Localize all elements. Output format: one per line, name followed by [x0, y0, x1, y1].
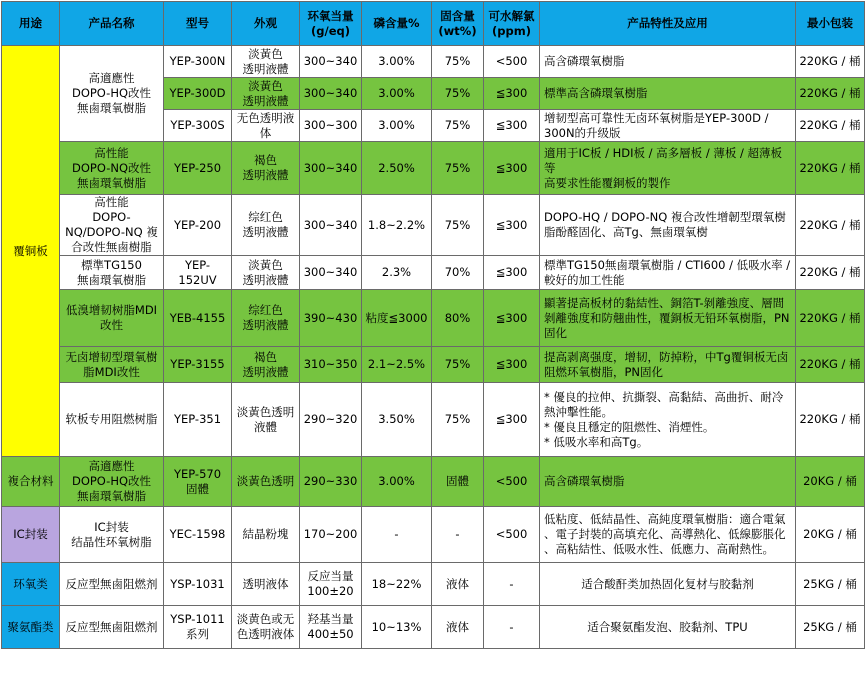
table-row — [2, 606, 865, 649]
product-name-cell: 高適應性 DOPO-HQ改性 無鹵環氧樹脂 — [60, 457, 164, 507]
hydrolyzable-chlorine-cell: ≦300 — [484, 383, 540, 457]
header-row — [2, 2, 865, 46]
model-cell: YEP-152UV — [164, 256, 232, 290]
appearance-cell: 淡黃色透明 液體 — [232, 383, 300, 457]
solid-content-cell: 液体 — [432, 563, 484, 606]
table-row — [2, 347, 865, 383]
package-cell: 25KG / 桶 — [796, 606, 865, 649]
package-cell: 220KG / 桶 — [796, 290, 865, 347]
model-cell: YEP-300D — [164, 78, 232, 110]
package-cell: 25KG / 桶 — [796, 563, 865, 606]
appearance-cell: 淡黃色透明 — [232, 457, 300, 507]
model-cell: YEB-4155 — [164, 290, 232, 347]
package-cell: 220KG / 桶 — [796, 142, 865, 195]
appearance-cell: 淡黃色 透明液體 — [232, 78, 300, 110]
eew-cell: 300~340 — [300, 142, 362, 195]
appearance-cell: 综红色 透明液體 — [232, 195, 300, 256]
model-cell: YSP-1031 — [164, 563, 232, 606]
eew-cell: 反应当量 100±20 — [300, 563, 362, 606]
header-cell: 外观 — [232, 2, 300, 46]
model-cell: YEP-300S — [164, 110, 232, 142]
header-cell: 可水解氯 (ppm) — [484, 2, 540, 46]
product-name-cell: 反应型無鹵阻燃剂 — [60, 606, 164, 649]
group-cell: 複合材料 — [2, 457, 60, 507]
header-cell: 产品名称 — [60, 2, 164, 46]
feature-cell: 適用于IC板 / HDI板 / 高多層板 / 薄板 / 超薄板等 高要求性能覆銅板的製作 — [540, 142, 796, 195]
phosphorus-cell: - — [362, 507, 432, 563]
table-row — [2, 457, 865, 507]
feature-cell: 高含磷環氧樹脂 — [540, 46, 796, 78]
model-cell: YEP-570 固體 — [164, 457, 232, 507]
solid-content-cell: 75% — [432, 195, 484, 256]
header-cell: 环氧当量 (g/eq) — [300, 2, 362, 46]
eew-cell: 300~340 — [300, 46, 362, 78]
solid-content-cell: 75% — [432, 110, 484, 142]
hydrolyzable-chlorine-cell: <500 — [484, 46, 540, 78]
eew-cell: 170~200 — [300, 507, 362, 563]
phosphorus-cell: 粘度≦3000 — [362, 290, 432, 347]
product-table — [1, 1, 865, 649]
phosphorus-cell: 3.00% — [362, 46, 432, 78]
product-name-cell: 高適應性 DOPO-HQ改性 無鹵環氧樹脂 — [60, 46, 164, 142]
product-name-cell: 反应型無鹵阻燃剂 — [60, 563, 164, 606]
table-row — [2, 507, 865, 563]
eew-cell: 300~300 — [300, 110, 362, 142]
table-row — [2, 195, 865, 256]
header-cell: 磷含量% — [362, 2, 432, 46]
product-name-cell: 高性能 DOPO-NQ改性 無鹵環氧樹脂 — [60, 142, 164, 195]
phosphorus-cell: 3.00% — [362, 110, 432, 142]
group-cell: 环氧类 — [2, 563, 60, 606]
hydrolyzable-chlorine-cell: ≦300 — [484, 290, 540, 347]
product-name-cell: 低溴增韧树脂MDI 改性 — [60, 290, 164, 347]
feature-cell: 標準高含磷環氧樹脂 — [540, 78, 796, 110]
phosphorus-cell: 3.00% — [362, 78, 432, 110]
eew-cell: 290~320 — [300, 383, 362, 457]
solid-content-cell: 75% — [432, 46, 484, 78]
model-cell: YSP-1011 系列 — [164, 606, 232, 649]
hydrolyzable-chlorine-cell: - — [484, 563, 540, 606]
package-cell: 20KG / 桶 — [796, 507, 865, 563]
package-cell: 20KG / 桶 — [796, 457, 865, 507]
table-row — [2, 563, 865, 606]
eew-cell: 300~340 — [300, 78, 362, 110]
feature-cell: * 優良的拉伸、抗撕裂、高黏結、高曲折、耐冷 熱沖擊性能。 * 優良且穩定的阻燃性、消煙性。 * 低吸水率和高Tg。 — [540, 383, 796, 457]
table-row — [2, 256, 865, 290]
phosphorus-cell: 3.50% — [362, 383, 432, 457]
appearance-cell: 褐色 透明液體 — [232, 142, 300, 195]
model-cell: YEP-3155 — [164, 347, 232, 383]
eew-cell: 300~340 — [300, 195, 362, 256]
appearance-cell: 综红色 透明液體 — [232, 290, 300, 347]
eew-cell: 390~430 — [300, 290, 362, 347]
eew-cell: 310~350 — [300, 347, 362, 383]
appearance-cell: 无色透明液 体 — [232, 110, 300, 142]
package-cell: 220KG / 桶 — [796, 46, 865, 78]
feature-cell: 標準TG150無鹵環氧樹脂 / CTI600 / 低吸水率 / 較好的加工性能 — [540, 256, 796, 290]
hydrolyzable-chlorine-cell: <500 — [484, 507, 540, 563]
solid-content-cell: 75% — [432, 383, 484, 457]
product-name-cell: 標準TG150 無鹵環氧樹脂 — [60, 256, 164, 290]
table-row — [2, 46, 865, 78]
eew-cell: 羟基当量 400±50 — [300, 606, 362, 649]
solid-content-cell: 70% — [432, 256, 484, 290]
model-cell: YEP-250 — [164, 142, 232, 195]
solid-content-cell: 75% — [432, 78, 484, 110]
feature-cell: 高含磷環氧樹脂 — [540, 457, 796, 507]
appearance-cell: 淡黃色 透明液體 — [232, 256, 300, 290]
feature-cell: 顯著提高板材的黏結性、銅箔T-剝離強度、層間 剝離強度和防翹曲性，覆銅板无铅环氧樹脂，PN 固化 — [540, 290, 796, 347]
package-cell: 220KG / 桶 — [796, 78, 865, 110]
header-cell: 用途 — [2, 2, 60, 46]
model-cell: YEP-200 — [164, 195, 232, 256]
solid-content-cell: 80% — [432, 290, 484, 347]
product-name-cell: 高性能 DOPO- NQ/DOPO-NQ 複 合改性無鹵樹脂 — [60, 195, 164, 256]
group-cell: 聚氨酯类 — [2, 606, 60, 649]
phosphorus-cell: 2.1~2.5% — [362, 347, 432, 383]
table-row — [2, 142, 865, 195]
hydrolyzable-chlorine-cell: ≦300 — [484, 142, 540, 195]
package-cell: 220KG / 桶 — [796, 383, 865, 457]
hydrolyzable-chlorine-cell: ≦300 — [484, 78, 540, 110]
header-cell: 产品特性及应用 — [540, 2, 796, 46]
hydrolyzable-chlorine-cell: ≦300 — [484, 110, 540, 142]
hydrolyzable-chlorine-cell: ≦300 — [484, 256, 540, 290]
appearance-cell: 結晶粉塊 — [232, 507, 300, 563]
package-cell: 220KG / 桶 — [796, 256, 865, 290]
phosphorus-cell: 2.50% — [362, 142, 432, 195]
header-cell: 最小包装 — [796, 2, 865, 46]
appearance-cell: 淡黄色或无 色透明液体 — [232, 606, 300, 649]
group-cell: 覆铜板 — [2, 46, 60, 457]
eew-cell: 290~330 — [300, 457, 362, 507]
solid-content-cell: - — [432, 507, 484, 563]
feature-cell: DOPO-HQ / DOPO-NQ 複合改性增韌型環氧樹 脂酚醛固化、高Tg、無鹵環氧樹 — [540, 195, 796, 256]
header-cell: 型号 — [164, 2, 232, 46]
package-cell: 220KG / 桶 — [796, 110, 865, 142]
product-name-cell: IC封装 结晶性环氧树脂 — [60, 507, 164, 563]
package-cell: 220KG / 桶 — [796, 347, 865, 383]
hydrolyzable-chlorine-cell: ≦300 — [484, 347, 540, 383]
phosphorus-cell: 10~13% — [362, 606, 432, 649]
feature-cell: 适合酸酐类加热固化复材与胶黏剂 — [540, 563, 796, 606]
feature-cell: 低粘度、低結晶性、高純度環氧樹脂：適合電氣 、電子封裝的高填充化、高導熱化、低線膨脹化 、高粘結性、低吸水性、低應力、高耐熱性。 — [540, 507, 796, 563]
solid-content-cell: 75% — [432, 347, 484, 383]
phosphorus-cell: 3.00% — [362, 457, 432, 507]
appearance-cell: 淡黃色 透明液體 — [232, 46, 300, 78]
package-cell: 220KG / 桶 — [796, 195, 865, 256]
solid-content-cell: 固體 — [432, 457, 484, 507]
product-name-cell: 软板专用阻燃树脂 — [60, 383, 164, 457]
feature-cell: 提高剥离强度，增韧，防掉粉，中Tg覆铜板无卤 阻燃环氧樹脂，PN固化 — [540, 347, 796, 383]
hydrolyzable-chlorine-cell: - — [484, 606, 540, 649]
eew-cell: 300~340 — [300, 256, 362, 290]
solid-content-cell: 75% — [432, 142, 484, 195]
feature-cell: 适合聚氨酯发泡、胶黏剂、TPU — [540, 606, 796, 649]
product-name-cell: 无卤增韧型環氧樹 脂MDI改性 — [60, 347, 164, 383]
hydrolyzable-chlorine-cell: <500 — [484, 457, 540, 507]
table-row — [2, 383, 865, 457]
model-cell: YEP-351 — [164, 383, 232, 457]
phosphorus-cell: 1.8~2.2% — [362, 195, 432, 256]
feature-cell: 增韧型高可靠性无卤环氧树脂是YEP-300D / 300N的升级版 — [540, 110, 796, 142]
appearance-cell: 褐色 透明液體 — [232, 347, 300, 383]
model-cell: YEP-300N — [164, 46, 232, 78]
hydrolyzable-chlorine-cell: ≦300 — [484, 195, 540, 256]
appearance-cell: 透明液体 — [232, 563, 300, 606]
model-cell: YEC-1598 — [164, 507, 232, 563]
group-cell: IC封装 — [2, 507, 60, 563]
phosphorus-cell: 18~22% — [362, 563, 432, 606]
solid-content-cell: 液体 — [432, 606, 484, 649]
phosphorus-cell: 2.3% — [362, 256, 432, 290]
table-row — [2, 290, 865, 347]
header-cell: 固含量 (wt%) — [432, 2, 484, 46]
